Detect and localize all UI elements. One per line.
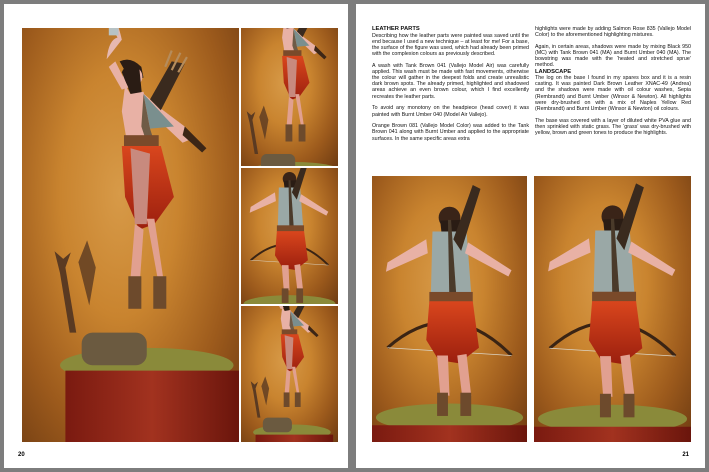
main-figure-photo xyxy=(22,28,239,442)
landscape-heading: LANDSCAPE xyxy=(535,68,572,75)
figure-rear-quarter-photo xyxy=(534,176,691,442)
paragraph: Orange Brown 081 (Vallejo Model Color) was added to the Tank Brown 041 along with Burnt Umber and applied to the appropriate surfaces. In the same specific areas extra xyxy=(372,123,529,142)
paragraph: Describing how the leather parts were painted was saved until the end because I used a new technique – at least for me! For a base, the surface of the figure was used, which had already been primed with the complexion colours as previously described. xyxy=(372,32,529,58)
figure-back-bow-photo xyxy=(372,176,527,442)
drawing-bow-photo xyxy=(241,168,338,304)
text-column-1 xyxy=(372,26,529,147)
page-number-left: 20 xyxy=(18,452,25,458)
figure-back-photo xyxy=(241,306,338,442)
paragraph: A wash with Tank Brown 041 (Vallejo Model Air) was carefully applied. This wash must be made with fast movements, otherwise the colour will gather in the deepest folds and create unrealistic dark brown spots. The already primed, highlighted and shadowed areas achieve an even brown colour, which I find excellently recreates the leather parts. xyxy=(372,62,529,100)
paragraph: To avoid any monotony on the headpiece (head cover) it was painted with Burnt Umber 040 (Model Air Vallejo). xyxy=(372,105,529,118)
left-page xyxy=(4,4,348,468)
paragraph: The base was covered with a layer of diluted white PVA glue and then sprinkled with static grass. The ‘grass’ was dry-brushed with yellow, brown and green tones to produce the highlights. xyxy=(535,117,691,136)
paragraph: Again, in certain areas, shadows were made by mixing Black 950 (MC) with Tank Brown 041 (MA) and Burnt Umber 040 (MA). The bowstring was made with the ‘heated and stretched sprue’ method. xyxy=(535,43,691,69)
text-column-2 xyxy=(535,26,691,142)
page-number-right: 21 xyxy=(682,452,689,458)
paragraph: highlights were made by adding Salmon Rose 835 (Vallejo Model Color) to the aforementioned highlighting mixtures. xyxy=(535,26,691,39)
paragraph: The log on the base I found in my spares box and it is a resin casting. It was painted Dark Brown Leather XNAC-49 (Andrea) and the shadows were made with oil colour washes, Sepia (Rembrandt) and Burnt Umber (Winsor & Newton). All highlights were dry-brushed on with a mix of Naples Yellow Red (Rembrandt) and Burnt Umber (Winsor & Newton) oil colours. xyxy=(535,75,691,112)
leather-parts-heading: LEATHER PARTS xyxy=(372,26,420,32)
right-page xyxy=(356,4,705,468)
raised-arm-photo xyxy=(241,28,338,166)
